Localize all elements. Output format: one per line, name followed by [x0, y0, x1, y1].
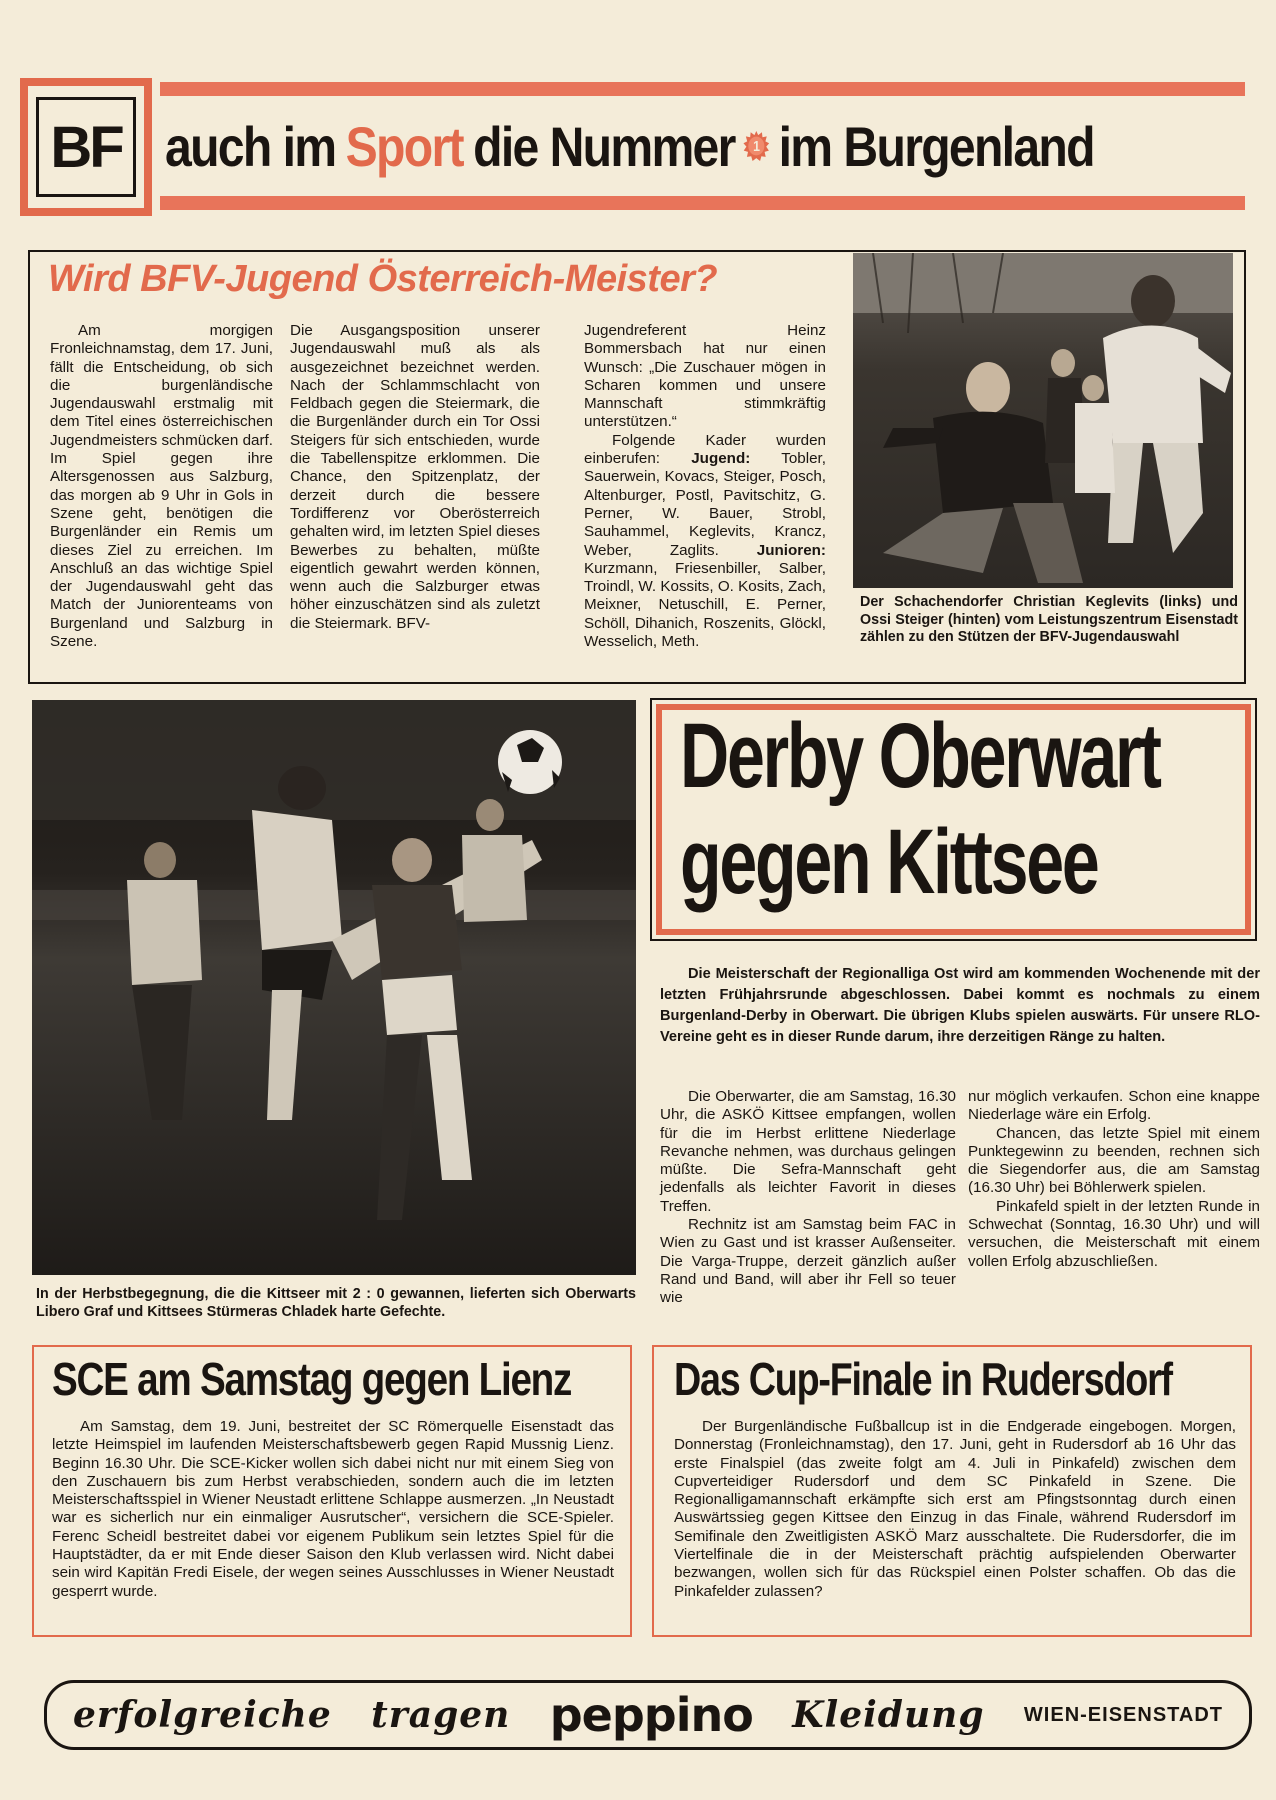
- masthead-rule-bottom: [160, 196, 1245, 210]
- derby-paragraph: nur möglich verkaufen. Schon eine knappe Niederlage wäre ein Erfolg.: [968, 1088, 1260, 1124]
- squad-intro: Folgende Kader wurden einberufen:: [584, 431, 826, 468]
- cup-headline: Das Cup-Finale in Rudersdorf: [674, 1353, 1172, 1405]
- derby-photo-caption: In der Herbstbegegnung, die die Kittseer mit 2 : 0 gewannen, lieferten sich Oberwarts Libero Graf und Kittsees Stürmeras Chladek harte Gefechte.: [36, 1286, 636, 1320]
- youth-photo-caption: Der Schachendorfer Christian Keglevits (links) und Ossi Steiger (hinten) vom Leistungszentrum Eisenstadt zählen zu den Stützen der BFV-Jugendauswahl: [860, 594, 1238, 645]
- youth-paragraph: Jugendreferent Heinz Bommersbach hat nur einen Wunsch: „Die Zuschauer mögen in Scharen kommen und unsere Mannschaft stimmkräftig unterstützen.“: [584, 322, 826, 431]
- ad-city: WIEN-EISENSTADT: [1023, 1703, 1223, 1726]
- cup-paragraph: Der Burgenländische Fußballcup ist in die Endgerade eingebogen. Morgen, Donnerstag (Fronleichnamstag), den 17. Juni, geht in Rudersdorf ab 16 Uhr das erste Finalspiel (das zweite folgt am 4. Juli in Pinkafeld) zwischen dem Cupverteidiger Rudersdorf und dem SC Pinkafeld in Szene. Die Regionalligamannschaft erkämpfte sich erst am Pfingstsonntag durch einen Auswärtssieg gegen Kittsee den Einzug in das Finale, während Rudersdorf im Semifinale den Zweitligisten ASKÖ Marz ausschaltete. Die Rudersdorfer, die im Viertelfinale die in der Meisterschaft prächtig aufspielenden Oberwarter bezwangen, wollen sich für das Rückspiel einen Polster schaffen. Ob das die Pinkafelder zulassen?: [674, 1418, 1236, 1600]
- derby-paragraph: Pinkafeld spielt in der letzten Runde in Schwechat (Sonntag, 16.30 Uhr) und will versuchen, die Meisterschaft mit einem vollen Erfolg abzuschließen.: [968, 1197, 1260, 1270]
- jugend-label: Jugend:: [691, 450, 751, 468]
- slogan-word: im: [778, 114, 832, 178]
- masthead: [20, 78, 1245, 218]
- ad-brand: peppino: [549, 1688, 753, 1742]
- derby-lead-paragraph: Die Meisterschaft der Regionalliga Ost wird am kommenden Wochenende mit der letzten Frühjahrsrunde abgeschlossen. Dabei kommt es nochmals zu einem Burgenland-Derby in Oberwart. Die übrigen Klubs spielen auswärts. Für unsere RLO-Vereine geht es in dieser Runde darum, ihre derzeitigen Ränge zu halten.: [660, 966, 1260, 1045]
- youth-paragraph: Die Ausgangsposition unserer Jugendauswahl muß als als ausgezeichnet bezeichnet werden. Nach der Schlammschlacht von Feldbach gegen die Steiermark, die die Burgenländer durch ein Tor Ossi Steigers für sich entschieden, wurde die Tabellenspitze erklommen. Die Chance, den Spitzenplatz, der derzeit durch die bessere Tordifferenz vor Oberösterreich gehalten wird, im letzten Spiel dieses Bewerbes zu behalten, müßte eigentlich gewahrt werden können, wenn auch die Salzburger etwas höher einzuschätzen sind als zuletzt die Steiermark. BFV-: [290, 322, 540, 632]
- slogan-word: auch: [165, 114, 271, 178]
- derby-paragraph: Chancen, das letzte Spiel mit einem Punktegewinn zu beenden, rechnen sich die Siegendorfer aus, die am Samstag (16.30 Uhr) bei Böhlerwerk spielen.: [968, 1124, 1260, 1197]
- youth-match-photo: [853, 253, 1233, 588]
- ad-word: erfolgreiche: [73, 1694, 332, 1736]
- derby-paragraph: Rechnitz ist am Samstag beim FAC in Wien zu Gast und ist krasser Außenseiter. Die Varga-Truppe, derzeit gänzlich außer Rand und Band, will aber ihr Fell so teuer wie: [660, 1216, 956, 1307]
- youth-column-2: [290, 322, 540, 633]
- youth-squad-paragraph: [584, 432, 826, 652]
- derby-column-2: [968, 1088, 1260, 1271]
- number-one-badge-icon: [743, 103, 770, 189]
- ad-word: tragen: [371, 1694, 511, 1736]
- derby-headline-line2: gegen Kittsee: [680, 811, 1098, 913]
- slogan-sport: Sport: [345, 114, 463, 178]
- youth-column-3: [584, 322, 826, 651]
- youth-paragraph: Am morgigen Fronleichnamstag, dem 17. Juni, fällt die Entscheidung, ob sich die burgenländische Jugendauswahl erstmalig mit dem Titel eines österreichischen Jugendmeisters schmücken darf. Im Spiel gegen ihre Altersgenossen aus Salzburg, das morgen ab 9 Uhr in Gols in Szene geht, benötigen die Burgenländer ein Remis um dieses Ziel zu erreichen. Im Anschluß an das wichtige Spiel der Jugendauswahl geht das Match der Juniorenteams von Burgenland und Salzburg in Szene.: [50, 322, 273, 651]
- sce-paragraph: Am Samstag, dem 19. Juni, bestreitet der SC Römerquelle Eisenstadt das letzte Heimspiel im laufenden Meisterschaftsbewerb gegen Rapid Mussnig Lienz. Beginn 16.30 Uhr. Die SCE-Kicker wollen sich dabei nicht nur mit einem Sieg von den Zuschauern bis zum Herbst verabschieden, sondern auch die im letzten Meisterschaftsspiel in Wiener Neustadt erlittene Schlappe ausmerzen. „In Neustadt war es sicherlich nur ein einmaliger Ausrutscher“, versichern die SCE-Spieler. Ferenc Scheidl bestreitet dabei vor eigenem Publikum sein letztes Spiel für die Hauptstädter, da er mit Ende dieser Saison den Klub verlassen wird. Nicht dabei sein wird Kapitän Fredi Eisele, der wegen seines Ausschlusses in Wiener Neustadt gesperrt wurde.: [52, 1418, 614, 1600]
- derby-headline-line1: Derby Oberwart: [680, 705, 1160, 807]
- badge-number: 1: [753, 138, 760, 155]
- cup-body: [674, 1418, 1236, 1601]
- youth-headline: Wird BFV-Jugend Österreich-Meister?: [48, 258, 718, 300]
- bf-logo-text: BF: [36, 97, 136, 197]
- junioren-label: Junioren:: [756, 541, 826, 559]
- sce-headline: SCE am Samstag gegen Lienz: [52, 1353, 572, 1405]
- derby-lead: [660, 964, 1260, 1048]
- slogan-word: Nummer: [549, 114, 735, 178]
- youth-column-1: [50, 322, 273, 651]
- derby-column-1: [660, 1088, 956, 1308]
- bf-logo: [20, 78, 152, 216]
- slogan-word: Burgenland: [843, 114, 1094, 178]
- peppino-advertisement: [44, 1680, 1252, 1750]
- slogan-word: die: [473, 114, 538, 178]
- slogan-word: im: [282, 114, 336, 178]
- derby-paragraph: Die Oberwarter, die am Samstag, 16.30 Uhr, die ASKÖ Kittsee empfangen, wollen für die im Herbst erlittene Niederlage Revanche nehmen, was durchaus gelingen müßte. Die Sefra-Mannschaft geht jedenfalls als leichter Favorit in dieses Treffen.: [660, 1088, 956, 1215]
- masthead-rule-top: [160, 82, 1245, 96]
- jugend-list: Tobler, Sauerwein, Kovacs, Steiger, Posch, Altenburger, Postl, Pavitschitz, G. Perner, W. Bauer, Strobl, Sauhammel, Keglevits, Krancz, Weber, Zaglits.: [584, 450, 826, 559]
- ad-word: Kleidung: [792, 1694, 985, 1736]
- masthead-slogan: [165, 106, 1094, 186]
- sce-body: [52, 1418, 614, 1601]
- derby-match-photo: [32, 700, 636, 1275]
- junioren-list: Kurzmann, Friesenbiller, Salber, Troindl, W. Kossits, O. Kosits, Zach, Meixner, Netuschill, E. Perner, Schöll, Dihanich, Roszenits, Glöckl, Wesselich, Meth.: [584, 559, 826, 651]
